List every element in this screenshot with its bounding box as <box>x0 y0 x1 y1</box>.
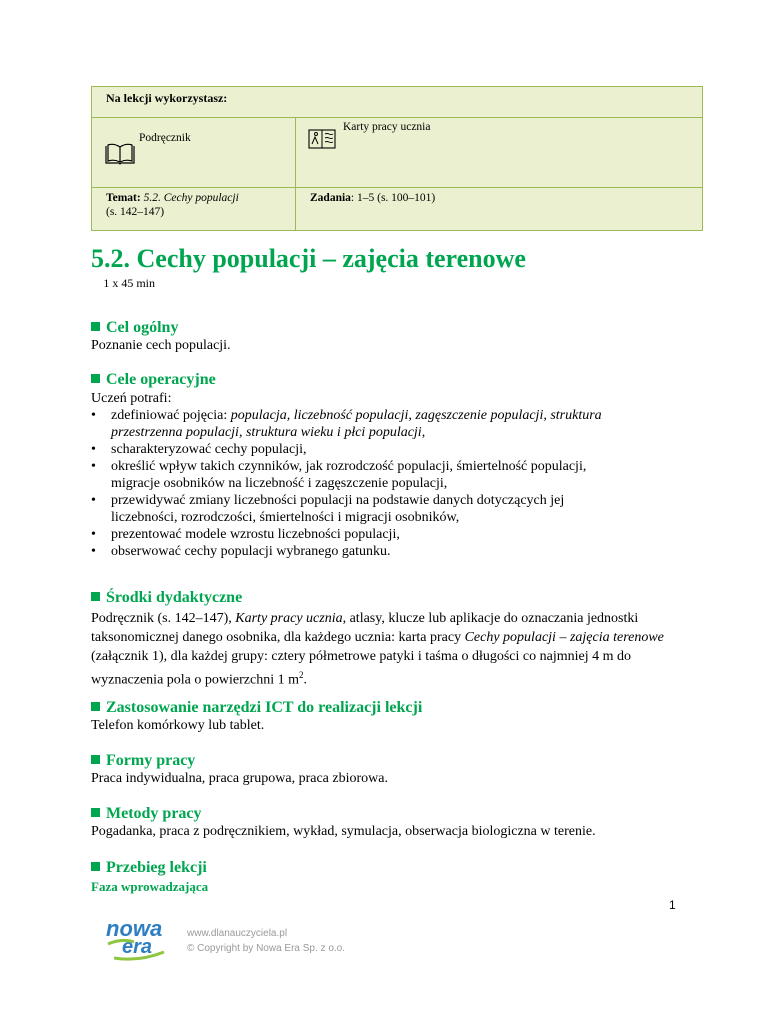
square-bullet-icon <box>91 592 100 601</box>
resource-worksheets-label: Karty pracy ucznia <box>343 121 431 133</box>
section-heading-formy: Formy pracy <box>91 752 195 770</box>
list-item: • zdefiniować pojęcia: populacja, liczebność populacji, zagęszczenie populacji, struktura przestrzenna populacji, struktura wieku i płci populacji, <box>91 407 602 441</box>
section-heading-cele-operacyjne: Cele operacyjne <box>91 371 216 389</box>
list-item: • przewidywać zmiany liczebności populacji na podstawie danych dotyczących jej liczebności, rozrodczości, śmiertelności i migracji osobników, <box>91 492 602 526</box>
topic-value: 5.2. Cechy populacji <box>143 192 239 204</box>
page-title: 5.2. Cechy populacji – zajęcia terenowe <box>91 244 526 273</box>
topic-cell <box>92 188 296 231</box>
lesson-duration:   1 x 45 min <box>91 276 156 290</box>
topic-label: Temat: <box>106 192 141 204</box>
list-item: • obserwować cechy populacji wybranego gatunku. <box>91 543 602 560</box>
book-icon <box>105 143 135 165</box>
square-bullet-icon <box>91 862 100 871</box>
list-item: • określić wpływ takich czynników, jak rozrodczość populacji, śmiertelność populacji, migracje osobników na liczebność i zagęszczenie populacji, <box>91 458 602 492</box>
resources-header: Na lekcji wykorzystasz: <box>106 91 228 105</box>
section-heading-cel-ogolny: Cel ogólny <box>91 319 178 337</box>
logo-word-era: era <box>122 936 153 958</box>
list-item: • scharakteryzować cechy populacji, <box>91 441 602 458</box>
cele-operacyjne-intro: Uczeń potrafi: <box>91 391 172 406</box>
page-number: 1 <box>669 898 676 912</box>
section-heading-ict: Zastosowanie narzędzi ICT do realizacji lekcji <box>91 699 422 717</box>
square-bullet-icon <box>91 755 100 764</box>
cel-ogolny-text: Poznanie cech populacji. <box>91 338 231 353</box>
footer-copyright: © Copyright by Nowa Era Sp. z o.o. <box>187 943 345 954</box>
tasks-cell <box>296 188 703 231</box>
formy-text: Praca indywidualna, praca grupowa, praca zbiorowa. <box>91 771 388 786</box>
list-item: • prezentować modele wzrostu liczebności populacji, <box>91 526 602 543</box>
przebieg-subheading: Faza wprowadzająca <box>91 879 209 894</box>
section-heading-metody: Metody pracy <box>91 805 202 823</box>
footer-text <box>187 926 345 956</box>
square-bullet-icon <box>91 322 100 331</box>
ict-text: Telefon komórkowy lub tablet. <box>91 718 265 733</box>
resources-header-cell <box>92 87 703 118</box>
section-heading-przebieg: Przebieg lekcji <box>91 859 207 877</box>
tasks-label: Zadania <box>310 192 351 204</box>
tasks-value: : 1–5 (s. 100–101) <box>350 192 436 204</box>
resource-textbook-cell <box>92 118 296 188</box>
metody-text: Pogadanka, praca z podręcznikiem, wykład, symulacja, obserwacja biologiczna w terenie. <box>91 824 596 839</box>
logo-word-nowa: nowa <box>106 916 163 941</box>
square-bullet-icon <box>91 808 100 817</box>
topic-pages: (s. 142–147) <box>106 206 165 218</box>
objectives-list <box>91 407 602 560</box>
section-heading-srodki: Środki dydaktyczne <box>91 589 242 607</box>
square-bullet-icon <box>91 374 100 383</box>
nowa-era-logo <box>104 916 174 962</box>
resource-worksheets-cell <box>296 118 703 188</box>
resource-textbook-label: Podręcznik <box>139 132 191 144</box>
resources-table <box>91 86 703 231</box>
srodki-text: Podręcznik (s. 142–147), Karty pracy ucznia, atlasy, klucze lub aplikacje do oznaczania jednostki taksonomicznej danego osobnika, dla każdego ucznia: karta pracy Cechy populacji – zajęcia terenowe (załącznik 1), dla każdej grupy: cztery półmetrowe patyki i taśma o długości co najmniej 4 m do wyznaczenia pola o powierzchni 1 $m^2$. <box>91 611 664 688</box>
footer-url[interactable]: www.dlanauczyciela.pl <box>187 928 288 939</box>
worksheet-icon <box>308 129 336 149</box>
square-bullet-icon <box>91 702 100 711</box>
